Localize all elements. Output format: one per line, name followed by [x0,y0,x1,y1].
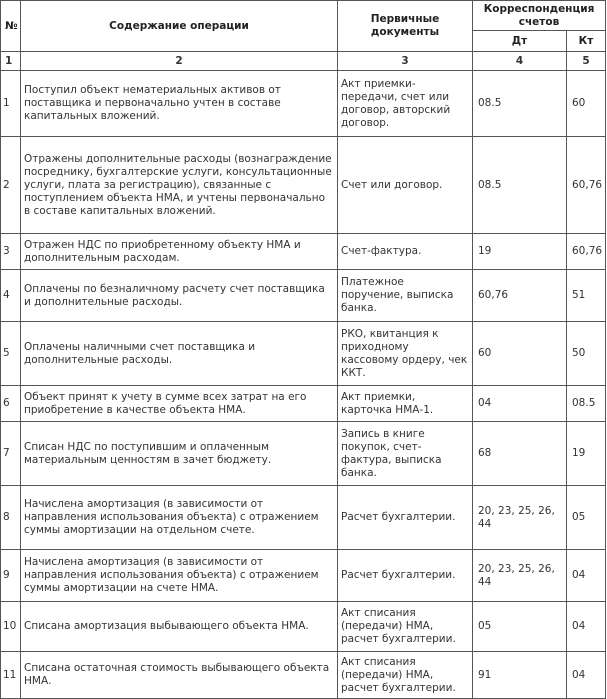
header-operation: Содержание операции [21,1,338,52]
debit-account: 60,76 [473,270,567,322]
document-text: Счет или договор. [338,137,473,234]
credit-account: 50 [567,322,606,386]
table-row [1,422,606,486]
row-number: 11 [1,652,21,699]
table-row [1,652,606,699]
table-row [1,234,606,270]
index-cell: 4 [473,52,567,71]
credit-account: 60 [567,71,606,137]
document-text: Запись в книге покупок, счет-фактура, выписка банка. [338,422,473,486]
document-text: РКО, квитанция к приходному кассовому ордеру, чек ККТ. [338,322,473,386]
debit-account: 20, 23, 25, 26, 44 [473,486,567,550]
table-row [1,550,606,602]
credit-account: 51 [567,270,606,322]
debit-account: 91 [473,652,567,699]
credit-account: 60,76 [567,137,606,234]
operation-text: Списан НДС по поступившим и оплаченным материальным ценностям в зачет бюджету. [21,422,338,486]
debit-account: 19 [473,234,567,270]
row-number: 3 [1,234,21,270]
table-row [1,386,606,422]
table-row [1,137,606,234]
debit-account: 60 [473,322,567,386]
credit-account: 04 [567,652,606,699]
operation-text: Списана остаточная стоимость выбывающего объекта НМА. [21,652,338,699]
document-text: Счет-фактура. [338,234,473,270]
index-cell: 5 [567,52,606,71]
operation-text: Объект принят к учету в сумме всех затрат на его приобретение в качестве объекта НМА. [21,386,338,422]
credit-account: 04 [567,550,606,602]
debit-account: 05 [473,602,567,652]
document-text: Акт приемки, карточка НМА-1. [338,386,473,422]
debit-account: 08.5 [473,71,567,137]
index-cell: 1 [1,52,21,71]
index-cell: 3 [338,52,473,71]
table-row [1,71,606,137]
document-text: Акт списания (передачи) НМА, расчет бухгалтерии. [338,602,473,652]
table-row [1,322,606,386]
credit-account: 04 [567,602,606,652]
header-kt: Кт [567,31,606,52]
row-number: 4 [1,270,21,322]
header-num: № [1,1,21,52]
operation-text: Поступил объект нематериальных активов от поставщика и первоначально учтен в составе капитальных вложений. [21,71,338,137]
row-number: 7 [1,422,21,486]
row-number: 5 [1,322,21,386]
credit-account: 05 [567,486,606,550]
document-text: Расчет бухгалтерии. [338,486,473,550]
debit-account: 68 [473,422,567,486]
table-row [1,270,606,322]
credit-account: 60,76 [567,234,606,270]
credit-account: 19 [567,422,606,486]
row-number: 6 [1,386,21,422]
row-number: 8 [1,486,21,550]
document-text: Акт приемки-передачи, счет или договор, авторский договор. [338,71,473,137]
index-cell: 2 [21,52,338,71]
header-documents: Первичные документы [338,1,473,52]
operation-text: Оплачены по безналичному расчету счет поставщика и дополнительные расходы. [21,270,338,322]
debit-account: 04 [473,386,567,422]
debit-account: 20, 23, 25, 26, 44 [473,550,567,602]
row-number: 9 [1,550,21,602]
operation-text: Отражен НДС по приобретенному объекту НМА и дополнительным расходам. [21,234,338,270]
header-correspondence: Корреспонденция счетов [473,1,606,31]
operation-text: Оплачены наличными счет поставщика и дополнительные расходы. [21,322,338,386]
operation-text: Начислена амортизация (в зависимости от направления использования объекта) с отражением суммы амортизации на отдельном счете. [21,486,338,550]
credit-account: 08.5 [567,386,606,422]
row-number: 10 [1,602,21,652]
document-text: Акт списания (передачи) НМА, расчет бухгалтерии. [338,652,473,699]
header-dt: Дт [473,31,567,52]
row-number: 1 [1,71,21,137]
document-text: Платежное поручение, выписка банка. [338,270,473,322]
table-body [1,71,606,699]
document-text: Расчет бухгалтерии. [338,550,473,602]
row-number: 2 [1,137,21,234]
debit-account: 08.5 [473,137,567,234]
table-row [1,602,606,652]
table-row [1,486,606,550]
operation-text: Начислена амортизация (в зависимости от направления использования объекта) с отражением суммы амортизации на счете НМА. [21,550,338,602]
operation-text: Отражены дополнительные расходы (вознаграждение посреднику, бухгалтерские услуги, консультационные услуги, плата за регистрацию), связанные с поступлением объекта НМА, и учтены первоначально в составе капитальных вложений. [21,137,338,234]
operation-text: Списана амортизация выбывающего объекта НМА. [21,602,338,652]
